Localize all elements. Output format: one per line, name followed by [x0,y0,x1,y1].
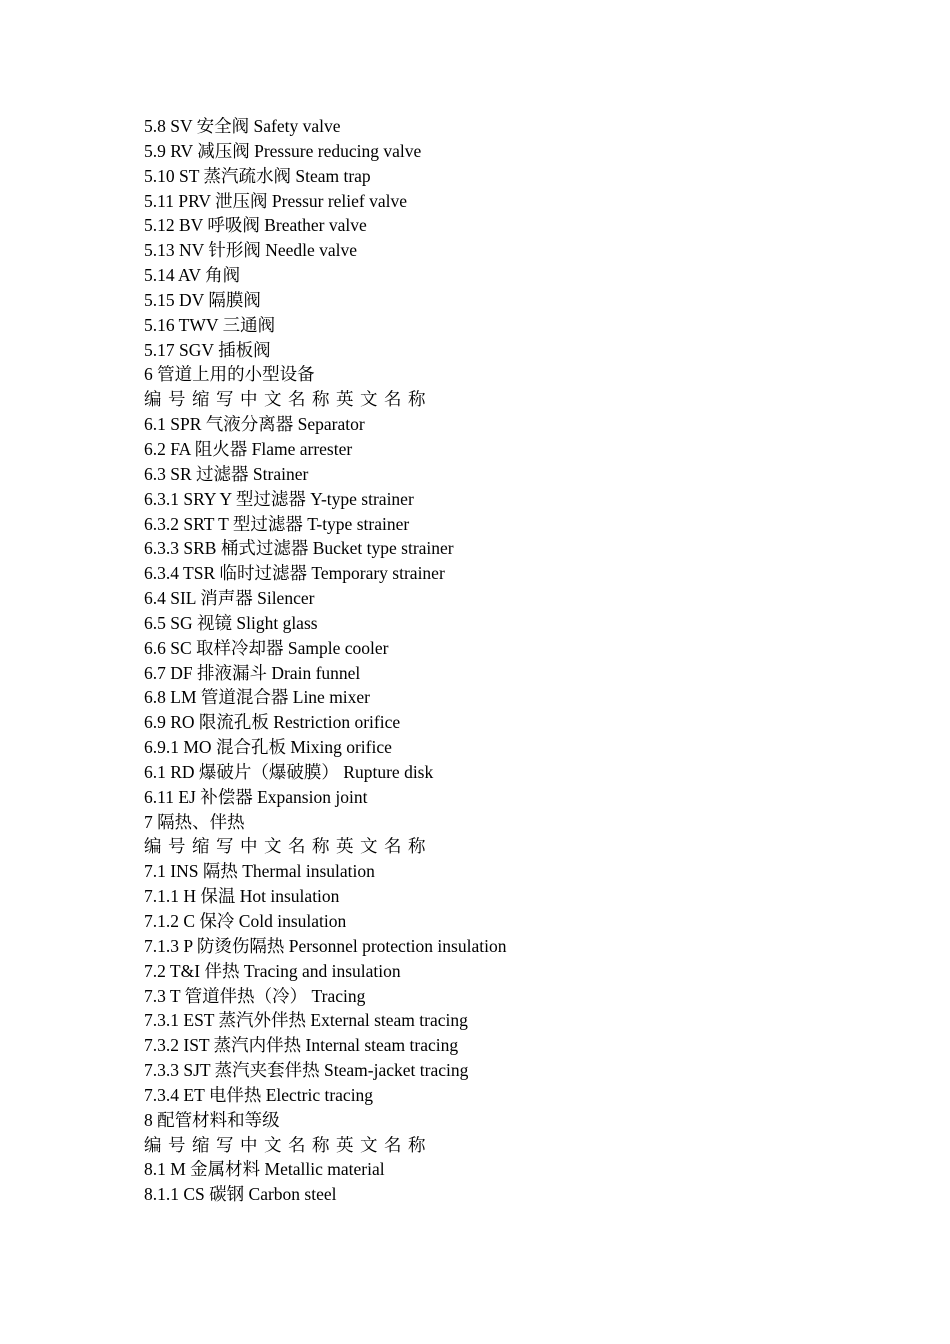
text-line: 8.1.1 CS 碳钢 Carbon steel [144,1184,337,1205]
text-line: 5.11 PRV 泄压阀 Pressur relief valve [144,190,408,211]
text-line: 6.5 SG 视镜 Slight glass [144,612,318,633]
text-line: 6.4 SIL 消声器 Silencer [144,588,315,609]
text-line: 6.11 EJ 补偿器 Expansion joint [144,786,368,807]
text-line: 7.3.1 EST 蒸汽外伴热 External steam tracing [144,1010,468,1031]
text-line: 6.6 SC 取样冷却器 Sample cooler [144,637,389,658]
text-line: 7.1.2 C 保冷 Cold insulation [144,911,347,931]
document-body [144,114,904,1207]
text-line: 6.3 SR 过滤器 Strainer [144,463,309,484]
text-line: 6.3.4 TSR 临时过滤器 Temporary strainer [144,563,445,584]
text-line: 6.3.1 SRY Y 型过滤器 Y-type strainer [144,488,414,509]
text-line: 7.1.3 P 防烫伤隔热 Personnel protection insulation [144,935,507,956]
text-line: 6 管道上用的小型设备 [144,364,315,385]
text-line: 6.1 SPR 气液分离器 Separator [144,414,365,435]
text-line: 6.7 DF 排液漏斗 Drain funnel [144,662,361,683]
text-line: 5.12 BV 呼吸阀 Breather valve [144,215,367,236]
text-line: 7.2 T&I 伴热 Tracing and insulation [144,960,401,981]
text-line: 7.3.3 SJT 蒸汽夹套伴热 Steam-jacket tracing [144,1060,469,1081]
text-line: 8 配管材料和等级 [144,1109,280,1130]
text-line: 8.1 M 金属材料 Metallic material [144,1159,385,1180]
text-line: 7.1 INS 隔热 Thermal insulation [144,861,375,882]
text-line: 6.3.3 SRB 桶式过滤器 Bucket type strainer [144,538,454,559]
text-line: 7.3 T 管道伴热（冷） Tracing [144,985,366,1006]
text-line: 6.2 FA 阻火器 Flame arrester [144,438,353,459]
text-line: 5.10 ST 蒸汽疏水阀 Steam trap [144,165,371,186]
text-line: 5.17 SGV 插板阀 [144,339,271,360]
text-line: 5.8 SV 安全阀 Safety valve [144,116,341,136]
text-line: 6.1 RD 爆破片（爆破膜） Rupture disk [144,761,434,782]
text-line: 6.9.1 MO 混合孔板 Mixing orifice [144,737,392,758]
table-header-line: 编号缩写中文名称英文名称 [144,1134,432,1155]
text-line: 7.3.2 IST 蒸汽内伴热 Internal steam tracing [144,1035,459,1056]
table-header-line: 编号缩写中文名称英文名称 [144,389,432,410]
text-line: 7.1.1 H 保温 Hot insulation [144,886,340,907]
table-header-line: 编号缩写中文名称英文名称 [144,836,432,857]
text-line: 6.8 LM 管道混合器 Line mixer [144,687,371,708]
text-line: 5.14 AV 角阀 [144,265,241,286]
text-line: 5.16 TWV 三通阀 [144,314,276,335]
text-line: 6.9 RO 限流孔板 Restriction orifice [144,712,401,733]
text-line: 6.3.2 SRT T 型过滤器 T-type strainer [144,513,410,534]
text-line: 5.15 DV 隔膜阀 [144,289,261,310]
text-line: 5.13 NV 针形阀 Needle valve [144,240,358,261]
text-line: 7 隔热、伴热 [144,811,245,832]
text-line: 7.3.4 ET 电伴热 Electric tracing [144,1084,374,1105]
text-line: 5.9 RV 减压阀 Pressure reducing valve [144,140,422,161]
